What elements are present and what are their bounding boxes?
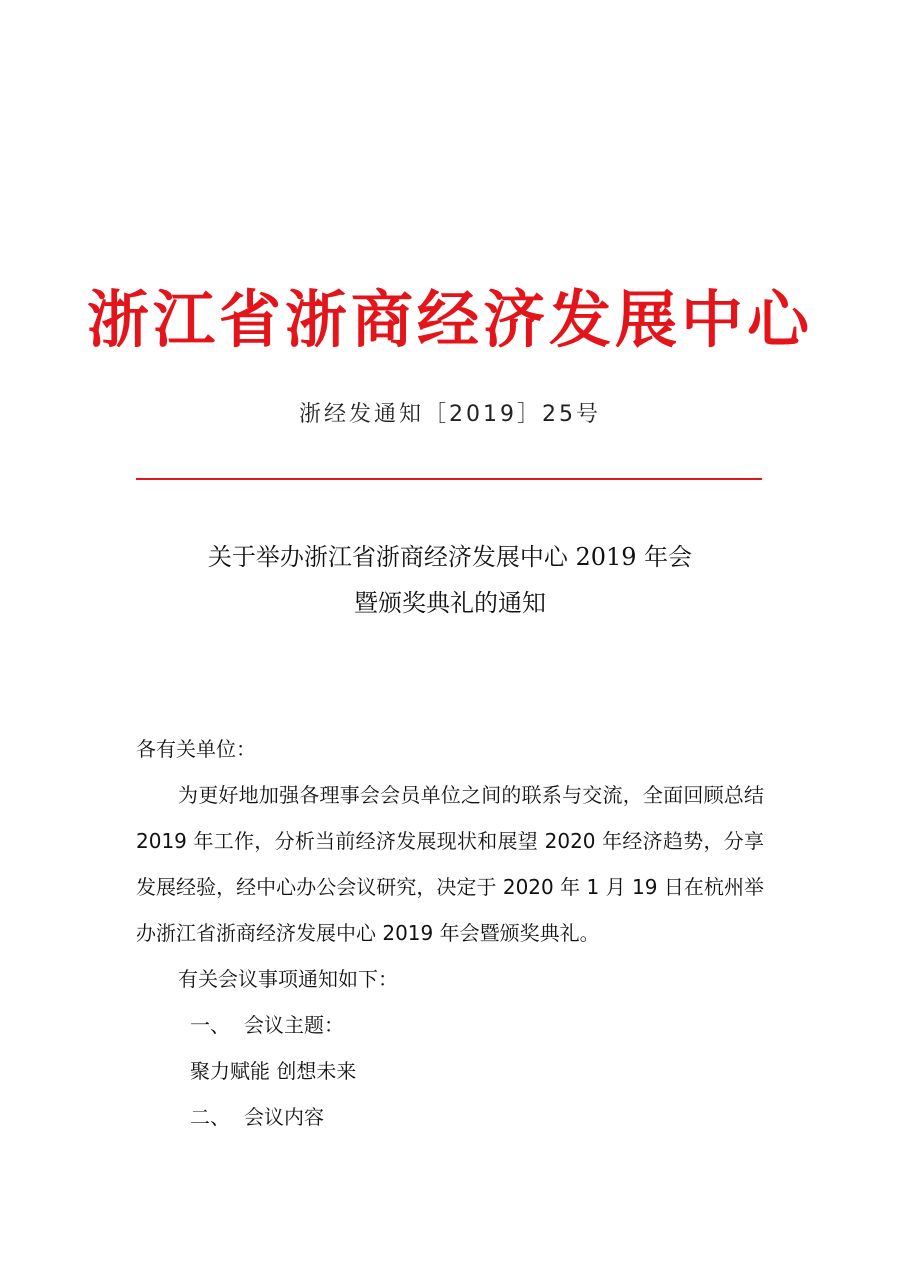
section-number: 二、 bbox=[190, 1105, 230, 1129]
body-paragraph-1: 为更好地加强各理事会会员单位之间的联系与交流，全面回顾总结 2019 年工作，分析当前经济发展现状和展望 2020 年经济趋势，分享发展经验，经中心办公会议研究，决定于 2020 年 1 月 19 日在杭州举办浙江省浙商经济发展中心 2019 年会暨颁奖典礼。 bbox=[136, 783, 764, 945]
salutation: 各有关单位： bbox=[136, 737, 256, 761]
section-number: 一、 bbox=[190, 1013, 230, 1037]
section-item-2 bbox=[136, 1094, 764, 1140]
notice-title-line-1: 关于举办浙江省浙商经济发展中心 2019 年会 bbox=[207, 543, 693, 571]
notice-title bbox=[0, 534, 900, 626]
organization-name: 浙江省浙商经济发展中心 bbox=[86, 283, 813, 356]
section-label: 会议主题： bbox=[244, 1013, 344, 1037]
red-divider-line bbox=[136, 478, 762, 480]
document-number: 浙经发通知［2019］25号 bbox=[299, 402, 601, 427]
body-paragraph-2: 有关会议事项通知如下： bbox=[178, 967, 398, 991]
section-item-1 bbox=[136, 1002, 764, 1048]
meeting-theme: 聚力赋能 创想未来 bbox=[190, 1059, 357, 1083]
notice-body bbox=[136, 726, 764, 1140]
notice-title-line-2: 暨颁奖典礼的通知 bbox=[354, 589, 546, 617]
section-label: 会议内容 bbox=[244, 1105, 324, 1129]
